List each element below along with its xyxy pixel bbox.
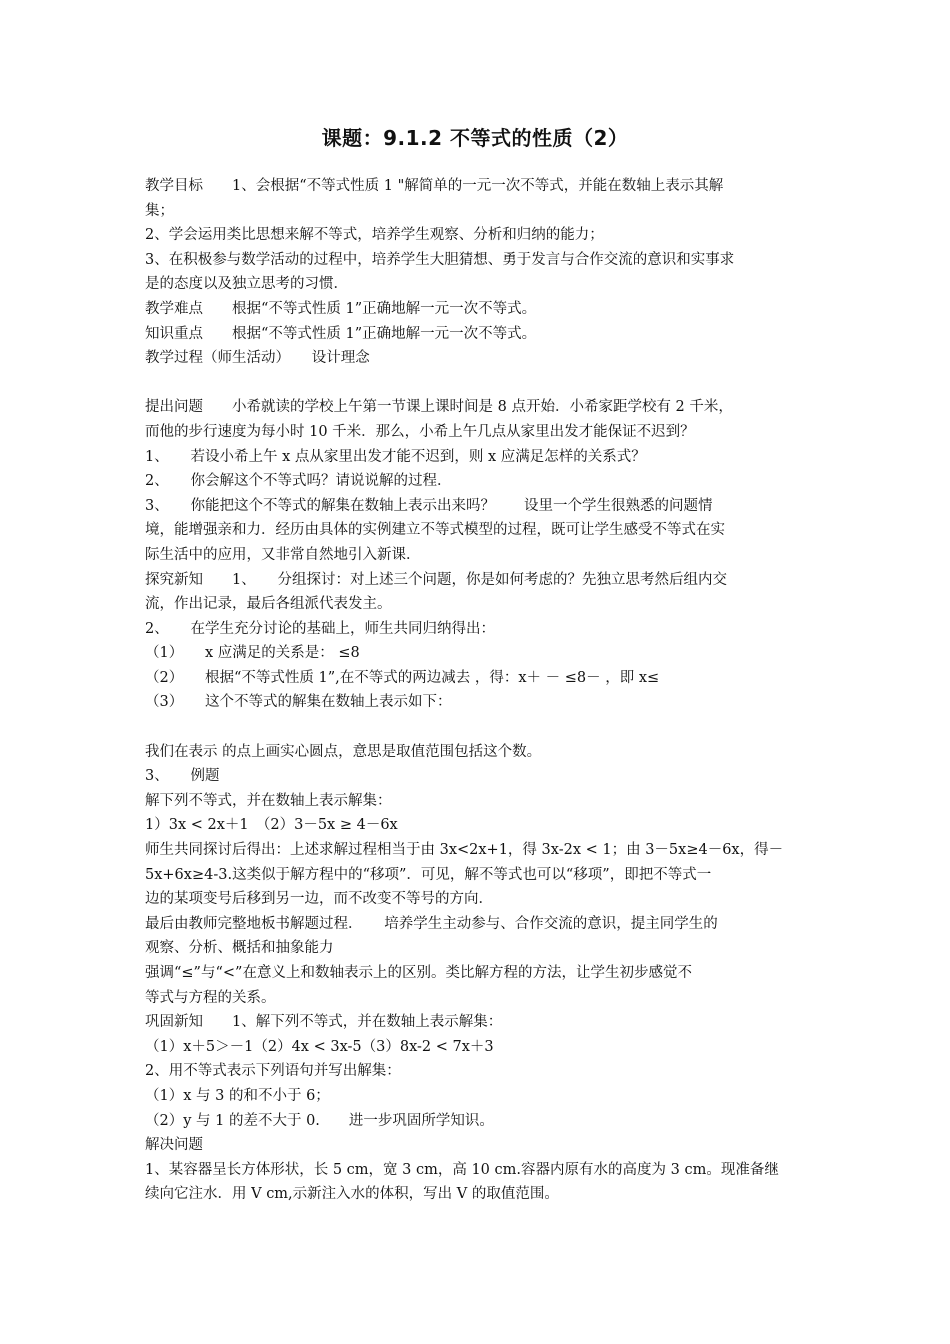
text-line: 2、 你会解这个不等式吗？请说说解的过程． — [145, 473, 452, 490]
blank-line — [145, 371, 810, 396]
text-line: 教学过程（师生活动） 设计理念 — [145, 350, 370, 367]
text-line: 1）3x < 2x＋1 （2）3－5x ≥ 4－6x — [145, 817, 398, 834]
text-line: 3、在积极参与数学活动的过程中，培养学生大胆猜想、勇于发言与合作交流的意识和实事求 — [145, 251, 735, 268]
text-line: 提出问题 小希就读的学校上午第一节课上课时间是 8 点开始．小希家距学校有 2 千米， — [145, 399, 733, 416]
document-title: 课题：9.1.2 不等式的性质（2） — [321, 126, 629, 150]
text-line: 2、用不等式表示下列语句并写出解集： — [145, 1063, 401, 1080]
text-line: 1、某容器呈长方体形状，长 5 cm，宽 3 cm，高 10 cm.容器内原有水的高度为 3 cm。现准备继 — [145, 1161, 779, 1178]
text-line: 强调“≤”与“<”在意义上和数轴表示上的区别。类比解方程的方法，让学生初步感觉不 — [145, 965, 692, 981]
blank-line — [145, 715, 810, 740]
text-line: 3、 你能把这个不等式的解集在数轴上表示出来吗？ 设里一个学生很熟悉的问题情 — [145, 497, 713, 514]
text-line: 1、 若设小希上午 x 点从家里出发才能不迟到，则 x 应满足怎样的关系式？ — [145, 448, 646, 465]
text-line: 教学难点 根据“不等式性质 1”正确地解一元一次不等式。 — [145, 300, 537, 317]
text-line: 而他的步行速度为每小时 10 千米．那么，小希上午几点从家里出发才能保证不迟到？ — [145, 423, 695, 440]
text-line: 教学目标 1、会根据“不等式性质 1 "解简单的一元一次不等式，并能在数轴上表示其解 — [145, 178, 724, 194]
text-line: （2）y 与 1 的差不大于 0. 进一步巩固所学知识。 — [145, 1112, 494, 1129]
text-line: 集； — [145, 202, 174, 219]
text-line: 巩固新知 1、解下列不等式，并在数轴上表示解集： — [145, 1014, 503, 1031]
text-line: 2、学会运用类比思想来解不等式，培养学生观察、分析和归纳的能力； — [145, 227, 604, 244]
text-line: （1） x 应满足的关系是： ≤8 — [145, 645, 360, 662]
text-line: （3） 这个不等式的解集在数轴上表示如下： — [145, 694, 452, 711]
text-line: 观察、分析、概括和抽象能力 — [145, 940, 334, 957]
text-line: 解下列不等式，并在数轴上表示解集： — [145, 792, 392, 809]
text-line: 探究新知 1、 分组探讨：对上述三个问题，你是如何考虑的？先独立思考然后组内交 — [145, 571, 727, 588]
text-line: 3、 例题 — [145, 768, 220, 785]
text-line: 等式与方程的关系。 — [145, 989, 276, 1006]
text-line: 边的某项变号后移到另一边，而不改变不等号的方向． — [145, 891, 493, 908]
text-line: （2） 根据“不等式性质 1”,在不等式的两边减去 ，得：x＋ － ≤8－ ，即 x≤ — [145, 669, 660, 686]
text-line: 知识重点 根据“不等式性质 1”正确地解一元一次不等式。 — [145, 325, 537, 342]
text-line: 流，作出记录，最后各组派代表发主。 — [145, 596, 392, 613]
text-line: 是的态度以及独立思考的习惯． — [145, 276, 348, 293]
text-line: （1）x＋5＞－1（2）4x < 3x-5（3）8x-2 < 7x＋3 — [145, 1038, 494, 1055]
text-line: 际生活中的应用，又非常自然地引入新课． — [145, 546, 421, 563]
text-line: 我们在表示 的点上画实心圆点，意思是取值范围包括这个数。 — [145, 743, 542, 760]
text-line: 5x+6x≥4-3.这类似于解方程中的“移项”．可见，解不等式也可以“移项”，即把不等式一 — [145, 866, 712, 883]
text-line: 最后由教师完整地板书解题过程． 培养学生主动参与、合作交流的意识，提主同学生的 — [145, 915, 718, 932]
document-body — [145, 174, 810, 1207]
text-line: 师生共同探讨后得出：上述求解过程相当于由 3x<2x+1，得 3x-2x < 1；由 3－5x≥4－6x，得－ — [145, 842, 784, 859]
text-line: 2、 在学生充分讨论的基础上，师生共同归纳得出： — [145, 620, 495, 637]
text-line: （1）x 与 3 的和不小于 6； — [145, 1087, 330, 1104]
text-line: 境，能增强亲和力．经历由具体的实例建立不等式模型的过程，既可让学生感受不等式在实 — [145, 522, 725, 539]
text-line: 解决问题 — [145, 1137, 203, 1154]
text-line: 续向它注水．用 V cm,示新注入水的体积，写出 V 的取值范围。 — [145, 1186, 559, 1203]
